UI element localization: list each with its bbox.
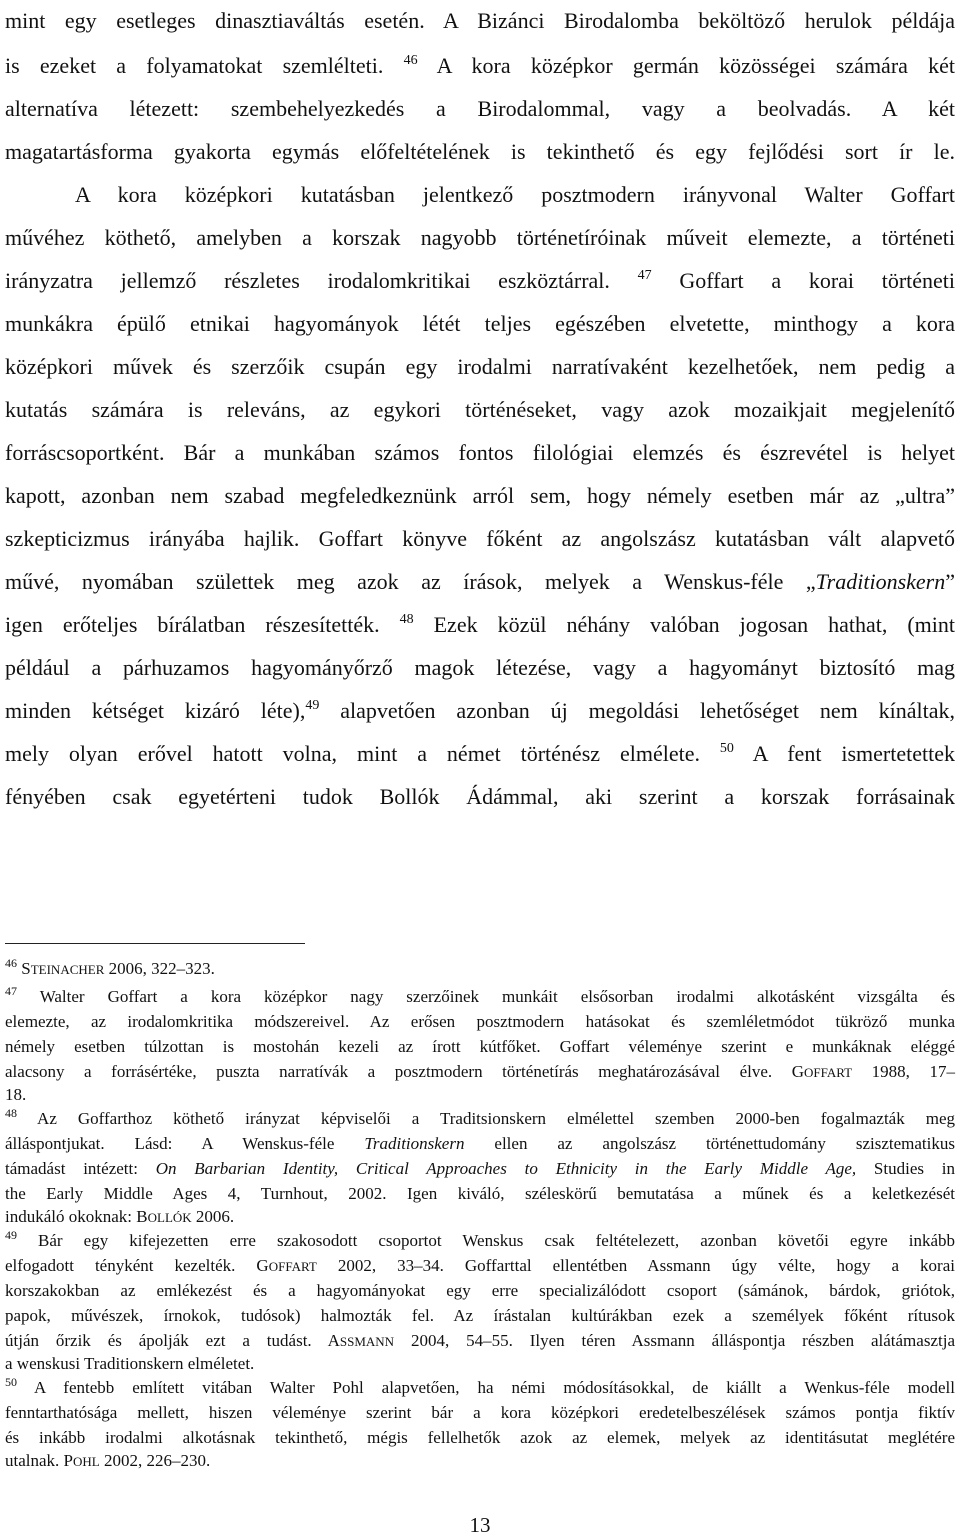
body-line [5, 693, 955, 729]
text-run: forráscsoportként. Bár a munkában számos fontos filológiai elemzés és észrevétel is helyet [5, 440, 955, 465]
text-run-smallcaps: OHL [73, 1454, 100, 1469]
footnote-line [5, 1305, 955, 1327]
body-line [5, 3, 955, 39]
text-run: mint egy esetleges dinasztiaváltás esetén. A Bizánci Birodalomba beköltöző herulok példája [5, 8, 955, 33]
footnote-line [5, 1084, 955, 1106]
text-run: a wenskusi Traditionskern elméletet. [5, 1354, 255, 1373]
body-line [5, 478, 955, 514]
text-run: Bár egy kifejezetten erre szakosodott csoportot Wenskus csak feltételezett, azonban követői egyre inkább [17, 1231, 955, 1250]
text-run: papok, művészek, írnokok, tudósok) halmozták fel. Az írástalan kultúrákban ezek a személyek főként rítusok [5, 1306, 955, 1325]
text-run: A kora középkori kutatásban jelentkező posztmodern irányvonal Walter Goffart [75, 182, 955, 207]
text-run: művéhez köthető, amelyben a korszak nagyobb történetíróinak műveit elemezte, a történeti [5, 225, 955, 250]
page-number: 13 [469, 1513, 491, 1537]
body-line [5, 220, 955, 256]
text-run: 2006. [191, 1207, 235, 1226]
text-run: the Early Middle Ages 4, Turnhout, 2002. Igen kiváló, széleskörű bemutatása a műnek és a keletkezését [5, 1184, 955, 1203]
text-run: 1988, 17– [852, 1062, 955, 1081]
body-line [5, 349, 955, 385]
footnote-line [5, 1402, 955, 1424]
footnote-line [5, 1206, 955, 1228]
text-run: például a párhuzamos hagyományőrző magok létezése, vagy a hagyományt biztosító mag [5, 655, 955, 680]
body-line [5, 134, 955, 170]
body-line [5, 736, 955, 772]
text-run: mely olyan erővel hatott volna, mint a német történész elmélete. [5, 741, 700, 766]
footnote-ref[interactable]: 50 [719, 741, 734, 756]
body-line [5, 306, 955, 342]
footnote-number: 48 [5, 1106, 17, 1120]
body-line [5, 435, 955, 471]
footnote-line [5, 1280, 955, 1302]
footnote-49 [5, 1230, 955, 1252]
text-run: kutatás számára is releváns, az egykori történéseket, vagy azok mozaikjait megjelenítő [5, 397, 955, 422]
footnote-number: 47 [5, 984, 17, 998]
text-run-smallcaps: SSMANN [339, 1334, 395, 1349]
text-run: utalnak. P [5, 1451, 73, 1470]
text-run: 2004, 54–55. Ilyen téren Assmann álláspontja részben alátámasztja [394, 1331, 955, 1350]
body-line [5, 91, 955, 127]
text-run: 2002, 33–34. Goffarttal ellentétben Assmann úgy vélte, hogy a korai [316, 1256, 955, 1275]
footnote-50 [5, 1377, 955, 1399]
footnote-ref[interactable]: 49 [305, 698, 320, 713]
footnote-line [5, 1330, 955, 1352]
footnote-line [5, 1427, 955, 1449]
text-run: munkákra épülő etnikai hagyományok létét teljes egészében elvetette, minthogy a kora [5, 311, 955, 336]
text-run: ellen az angolszász történettudomány szisztematikus [464, 1134, 955, 1153]
text-run: elfogadott tényként kezelték. G [5, 1256, 269, 1275]
text-run: 2002, 226–230. [99, 1451, 211, 1470]
footnote-number: 46 [5, 956, 17, 970]
text-run: fényében csak egyetérteni tudok Bollók Ádámmal, aki szerint a korszak forrásainak [5, 784, 955, 809]
footnote-line [5, 1061, 955, 1083]
footnote-line [5, 1183, 955, 1205]
text-run-smallcaps: OLLÓK [147, 1210, 192, 1225]
footnote-48 [5, 1108, 955, 1130]
text-run: 2006, 322–323. [104, 959, 215, 978]
text-run: fenntarthatósága mellett, hiszen véleménye szerint bár a kora középkori eredetelbeszélések számos pontja fiktív [5, 1403, 955, 1422]
text-run-smallcaps: TEINACHER [30, 962, 105, 977]
body-line [5, 564, 955, 600]
text-run: elemezte, az irodalomkritika módszereivel. Az erősen posztmodern hatásokat és szemléletmódot tükröző munka [5, 1012, 955, 1031]
footnote-line [5, 1011, 955, 1033]
text-run: szkepticizmus irányába hajlik. Goffart könyve főként az angolszász kutatásban vált alapvető [5, 526, 955, 551]
body-line [5, 263, 955, 299]
text-run: némely esetben túlzottan is mostohán kezeli az írott kútfőket. Goffart véleménye szerint e munkáknak eléggé [5, 1037, 955, 1056]
footnote-separator [5, 943, 305, 944]
text-run-italic: Traditionskern [815, 569, 946, 594]
footnote-line [5, 1255, 955, 1277]
footnote-line [5, 1133, 955, 1155]
text-run: korszakokban az emlékezést és a hagyományokat egy erre specializálódott csoport (sámánok, bárdok, griótok, [5, 1281, 955, 1300]
text-run: alternatíva létezett: szembehelyezkedés a Birodalommal, vagy a beolvadás. A két [5, 96, 955, 121]
text-run: ” [945, 569, 955, 594]
body-line [5, 607, 955, 643]
text-run: A fentebb említett vitában Walter Pohl alapvetően, ha némi módosításokkal, de kiállt a Wenkus-féle modell [17, 1378, 955, 1397]
footnote-46 [5, 958, 955, 980]
text-run: és inkább irodalmi alkotásnak tekinthető, mégis fellelhetők azok az elemek, melyek az identitásutat meglétére [5, 1428, 955, 1447]
text-run: A kora középkor germán közösségei számára két [417, 53, 956, 78]
footnote-line [5, 1450, 955, 1472]
text-run: Goffart a korai történeti [651, 268, 956, 293]
text-run: is ezeket a folyamatokat szemlélteti. [5, 53, 384, 78]
body-line [5, 521, 955, 557]
footnote-number: 50 [5, 1375, 17, 1389]
body-line [5, 650, 955, 686]
text-run: alacsony a forrásértéke, puszta narratívák a posztmodern történetírás meghatározásával élve. G [5, 1062, 804, 1081]
text-run: útján őrzik és ápolják ezt a tudást. A [5, 1331, 340, 1350]
footnote-line [5, 1158, 955, 1180]
footnote-ref[interactable]: 47 [637, 268, 652, 283]
text-run: S [21, 959, 31, 978]
text-run: igen erőteljes bírálatban részesítették. [5, 612, 380, 637]
text-run: Az Goffarthoz köthető irányzat képviselői a Traditsionskern elmélettel szemben 2000-ben fogalmazták meg [17, 1109, 955, 1128]
text-run: Ezek közül néhány valóban jogosan hathat, (mint [413, 612, 956, 637]
text-run: művé, nyomában születtek meg azok az írások, melyek a Wenskus-féle „ [5, 569, 816, 594]
text-run: középkori művek és szerzőik csupán egy irodalmi narratívaként kezelhetőek, nem pedig a [5, 354, 955, 379]
text-run: támadást intézett: [5, 1159, 156, 1178]
footnote-line [5, 1353, 955, 1375]
text-run: alapvetően azonban új megoldási lehetőséget nem kínáltak, [319, 698, 955, 723]
text-run: 18. [5, 1085, 27, 1104]
text-run-italic: Traditionskern [364, 1134, 465, 1153]
footnote-ref[interactable]: 46 [403, 53, 418, 68]
text-run: A fent ismertetettek [733, 741, 955, 766]
body-line [5, 779, 955, 815]
text-run-smallcaps: OFFART [803, 1065, 853, 1080]
footnote-line [5, 1036, 955, 1058]
body-line [5, 392, 955, 428]
footnote-47 [5, 986, 955, 1008]
text-run: magatartásforma gyakorta egymás előfeltételének is tekinthető és egy fejlődési sort ír le. [5, 139, 955, 164]
footnote-number: 49 [5, 1228, 17, 1242]
text-run: irányzatra jellemző részletes irodalomkritikai eszköztárral. [5, 268, 610, 293]
body-line [5, 48, 955, 84]
text-run-smallcaps: OFFART [268, 1259, 317, 1274]
text-run-italic: On Barbarian Identity, Critical Approaches to Ethnicity in the Early Middle Age, [155, 1159, 857, 1178]
text-run: Walter Goffart a kora középkor nagy szerzőinek munkáit elsősorban irodalmi alkotásként vizsgálta és [17, 987, 955, 1006]
text-run: indukáló okoknak: B [5, 1207, 148, 1226]
text-run: kapott, azonban nem szabad megfeledkeznünk arról sem, hogy némely esetben már az „ultra” [5, 483, 955, 508]
footnote-ref[interactable]: 48 [399, 612, 414, 627]
text-run: minden kétséget kizáró léte), [5, 698, 306, 723]
text-run: álláspontjukat. Lásd: A Wenskus-féle [5, 1134, 365, 1153]
text-run: Studies in [856, 1159, 955, 1178]
body-line [5, 177, 955, 213]
